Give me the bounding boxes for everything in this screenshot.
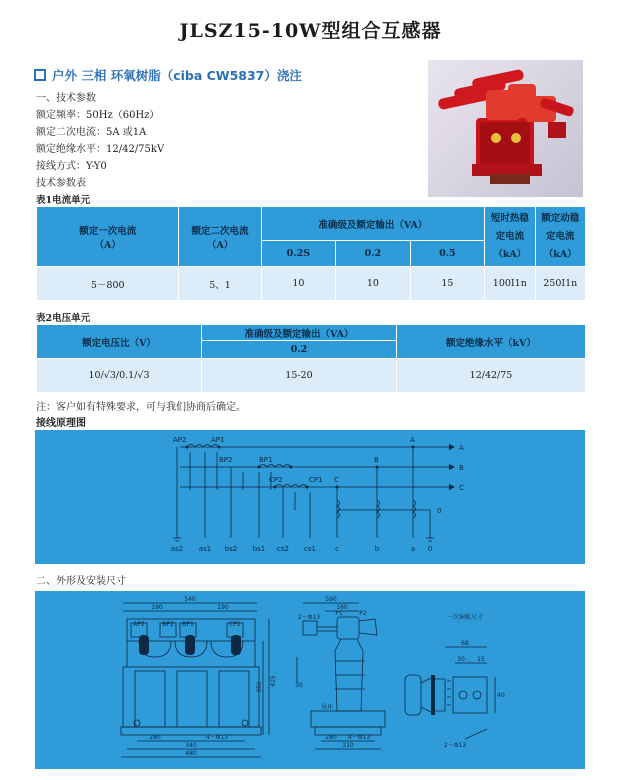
- th-accuracy: 准确级及额定输出（VA）: [261, 207, 485, 241]
- dim-340: 340: [185, 742, 197, 749]
- transformer-image: [428, 60, 583, 197]
- dimension-drawing: [35, 591, 585, 769]
- th-dynamic: [535, 207, 585, 267]
- label-bp1: BP1: [259, 456, 273, 464]
- dim-310: 310: [342, 742, 354, 749]
- th-primary: [37, 207, 179, 267]
- th-primary-unit: （A）: [94, 239, 121, 251]
- td-insulation: 12/42/75: [397, 359, 586, 393]
- td-output: 15-20: [202, 359, 397, 393]
- label-phase-c: C: [459, 484, 464, 492]
- note: 注：客户如有特殊要求，可与我们协商后确定。: [36, 402, 246, 413]
- th-primary-text: 额定一次电流: [79, 225, 137, 237]
- th-class-0: 0.2S: [261, 241, 336, 267]
- dim-30-side: 30: [295, 682, 303, 689]
- th-dynamic-l3: （kA）: [543, 248, 577, 260]
- table1-label: 表1电流单元: [36, 195, 91, 206]
- td-primary: 5－800: [37, 267, 179, 301]
- product-photo: [428, 60, 583, 197]
- voltage-unit-table: [36, 324, 586, 393]
- dim-68: 68: [461, 640, 469, 647]
- dim-480: 480: [185, 750, 197, 757]
- wiring-heading: 接线原理图: [36, 418, 86, 429]
- dim-p1: P1: [335, 610, 343, 617]
- td-secondary: 5、1: [179, 267, 261, 301]
- label-bs2: bs2: [224, 545, 238, 553]
- dimension-svg: [35, 591, 585, 769]
- dim-190b: 190: [217, 604, 229, 611]
- dim-350: 350: [256, 681, 263, 693]
- td-dynamic: 250I1n: [535, 267, 585, 301]
- dim-280-side: 280: [325, 734, 337, 741]
- th-class-1: 0.2: [336, 241, 411, 267]
- spec-table-heading: 技术参数表: [36, 178, 86, 189]
- dim-p2: P2: [359, 610, 367, 617]
- label-node-c: C: [334, 476, 339, 484]
- dim-160: 160: [336, 604, 348, 611]
- tech-heading: 一、技术参数: [36, 93, 96, 104]
- th-secondary-text: 额定二次电流: [191, 225, 249, 237]
- th-secondary: [179, 207, 261, 267]
- dim-15: 15: [477, 656, 485, 663]
- th-v-accuracy: 准确级及额定输出（VA）: [202, 325, 397, 341]
- td-short: 100I1n: [485, 267, 535, 301]
- th-short-time: [485, 207, 535, 267]
- table2-label: 表2电压单元: [36, 313, 91, 324]
- dims-heading: 二、外形及安装尺寸: [36, 576, 126, 587]
- dim-2hole-side: 2－Φ13: [297, 614, 321, 621]
- dim-190a: 190: [151, 604, 163, 611]
- th-short-l1: 短时热稳: [490, 212, 529, 224]
- dim-540: 540: [184, 596, 196, 603]
- checkbox-square-icon: [34, 69, 46, 81]
- th-v-insulation: 额定绝缘水平（kV）: [397, 325, 586, 359]
- label-as1: as1: [198, 545, 212, 553]
- label-0: 0: [427, 545, 433, 553]
- plate-title: 一次铜板尺寸: [446, 614, 484, 621]
- label-a: a: [410, 545, 416, 553]
- section-heading-text: 户外 三相 环氧树脂（ciba CW5837）浇注: [52, 68, 302, 83]
- label-cp2: CP2: [269, 476, 283, 484]
- td-ratio: 10/√3/0.1/√3: [37, 359, 202, 393]
- label-zero-mid: 0: [437, 507, 442, 515]
- spec-frequency: 额定频率：50Hz（60Hz）: [36, 110, 160, 121]
- label-node-a: A: [410, 436, 415, 444]
- label-ap1: AP1: [211, 436, 225, 444]
- dim-425: 425: [270, 675, 277, 687]
- label-b: b: [374, 545, 380, 553]
- dim-2hole-plate: 2－Φ13: [443, 742, 467, 749]
- th-dynamic-l2: 定电流: [546, 230, 575, 242]
- th-secondary-unit: （A）: [206, 239, 234, 251]
- label-ap2: AP2: [173, 436, 187, 444]
- label-cs2: cs2: [277, 545, 289, 553]
- dim-4hole-front: 4－Φ13: [205, 734, 229, 741]
- dim-ap2: AP2: [133, 621, 145, 628]
- td-value-1: 10: [336, 267, 411, 301]
- wiring-svg: [35, 430, 585, 564]
- current-unit-table: [36, 206, 586, 301]
- spec-connection: 接线方式：Y-Y0: [36, 161, 107, 172]
- label-bs1: bs1: [252, 545, 266, 553]
- dim-4hole-side: 4－Φ13: [347, 734, 371, 741]
- dim-lift-ring: 吊环: [320, 704, 334, 711]
- spec-list: [36, 90, 164, 192]
- label-node-b: B: [374, 456, 379, 464]
- dim-280-front: 280: [149, 734, 161, 741]
- th-short-l2: 定电流: [495, 230, 525, 242]
- dim-590: 590: [325, 596, 337, 603]
- label-phase-a: A: [459, 444, 464, 452]
- dim-bp2: BP2: [162, 621, 174, 628]
- label-bp2: BP2: [219, 456, 233, 464]
- label-cs1: cs1: [304, 545, 316, 553]
- page-title: JLSZ15-10W型组合互感器: [179, 20, 442, 42]
- label-phase-b: B: [459, 464, 464, 472]
- dim-30-plate: 30: [457, 656, 465, 663]
- th-class-2: 0.5: [410, 241, 485, 267]
- th-v-class: 0.2: [202, 341, 397, 359]
- label-c: c: [335, 545, 339, 553]
- wiring-diagram: [35, 430, 585, 564]
- spec-insulation: 额定绝缘水平：12/42/75kV: [36, 144, 165, 155]
- spec-secondary-current: 额定二次电流：5A 或1A: [36, 127, 147, 138]
- th-ratio: 额定电压比（V）: [37, 325, 202, 359]
- td-value-2: 15: [410, 267, 485, 301]
- dim-bp1: BP1: [182, 621, 194, 628]
- section-heading: [34, 66, 302, 84]
- td-value-0: 10: [261, 267, 336, 301]
- th-short-l3: （kA）: [493, 248, 527, 260]
- label-cp1: CP1: [309, 476, 323, 484]
- dim-40: 40: [497, 692, 505, 699]
- th-dynamic-l1: 额定动稳: [541, 212, 580, 224]
- dim-cp2: CP2: [229, 621, 241, 628]
- label-as2: as2: [170, 545, 184, 553]
